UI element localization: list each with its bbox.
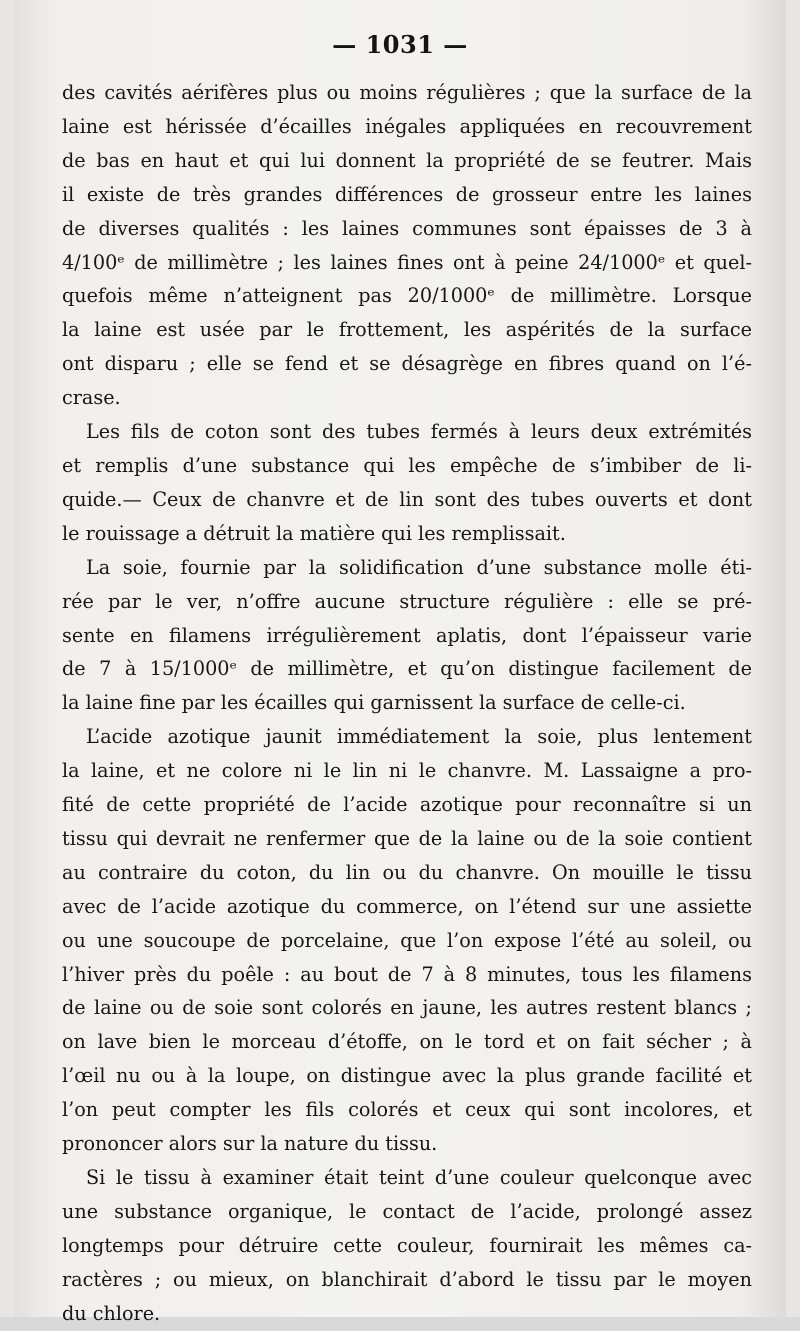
- text-line: de diverses qualités : les laines communes sont épaisses de 3 à: [62, 216, 752, 240]
- paragraph: [62, 76, 752, 415]
- text-line: et remplis d’une substance qui les empêche de s’imbiber de li-: [62, 453, 752, 477]
- text-line: de 7 à 15/1000ᵉ de millimètre, et qu’on distingue facilement de: [62, 657, 752, 681]
- text-line: l’on peut compter les fils colorés et ceux qui sont incolores, et: [62, 1098, 752, 1122]
- text-line: longtemps pour détruire cette couleur, fournirait les mêmes ca-: [62, 1233, 752, 1257]
- text-line: sente en filamens irrégulièrement aplatis, dont l’épaisseur varie: [62, 623, 752, 647]
- text-line: ou une soucoupe de porcelaine, que l’on expose l’été au soleil, ou: [62, 928, 752, 952]
- text-line: ont disparu ; elle se fend et se désagrège en fibres quand on l’é-: [62, 352, 752, 376]
- text-line: de bas en haut et qui lui donnent la propriété de se feutrer. Mais: [62, 148, 752, 172]
- text-line: laine est hérissée d’écailles inégales appliquées en recouvrement: [62, 114, 752, 138]
- text-line: quefois même n’atteignent pas 20/1000ᵉ de millimètre. Lorsque: [62, 284, 752, 308]
- text-line: du chlore.: [62, 1301, 161, 1325]
- text-line: la laine est usée par le frottement, les aspérités de la surface: [62, 318, 752, 342]
- text-line: L’acide azotique jaunit immédiatement la soie, plus lentement: [86, 725, 752, 749]
- paragraph: [62, 415, 752, 551]
- page-number: — 1031 —: [332, 30, 468, 59]
- text-line: quide.— Ceux de chanvre et de lin sont des tubes ouverts et dont: [62, 487, 752, 511]
- text-line: l’hiver près du poêle : au bout de 7 à 8 minutes, tous les filamens: [62, 962, 752, 986]
- text-line: de laine ou de soie sont colorés en jaune, les autres restent blancs ;: [62, 996, 752, 1020]
- text-line: ractères ; ou mieux, on blanchirait d’abord le tissu par le moyen: [62, 1267, 752, 1291]
- text-line: on lave bien le morceau d’étoffe, on le tord et on fait sécher ; à: [62, 1030, 752, 1054]
- book-page: [14, 0, 786, 1325]
- text-line: la laine fine par les écailles qui garnissent la surface de celle-ci.: [62, 691, 686, 715]
- text-line: tissu qui devrait ne renfermer que de la laine ou de la soie contient: [62, 826, 752, 850]
- text-line: le rouissage a détruit la matière qui les remplissait.: [62, 521, 566, 545]
- text-line: Les fils de coton sont des tubes fermés à leurs deux extrémités: [86, 420, 752, 444]
- text-line: 4/100ᵉ de millimètre ; les laines fines ont à peine 24/1000ᵉ et quel-: [62, 250, 752, 274]
- text-line: l’œil nu ou à la loupe, on distingue avec la plus grande facilité et: [62, 1064, 752, 1088]
- text-line: crase.: [62, 386, 121, 410]
- text-line: avec de l’acide azotique du commerce, on l’étend sur une assiette: [62, 894, 752, 918]
- text-line: prononcer alors sur la nature du tissu.: [62, 1132, 438, 1156]
- paragraph: [62, 720, 752, 1161]
- text-line: la laine, et ne colore ni le lin ni le chanvre. M. Lassaigne a pro-: [62, 759, 752, 783]
- body-text: [62, 76, 752, 1331]
- text-line: fité de cette propriété de l’acide azotique pour reconnaître si un: [62, 793, 752, 817]
- text-line: une substance organique, le contact de l’acide, prolongé assez: [62, 1199, 752, 1223]
- paragraph: [62, 1161, 752, 1331]
- text-line: il existe de très grandes différences de grosseur entre les laines: [62, 182, 752, 206]
- paragraph: [62, 551, 752, 721]
- text-line: La soie, fournie par la solidification d’une substance molle éti-: [86, 555, 752, 579]
- text-line: Si le tissu à examiner était teint d’une couleur quelconque avec: [86, 1166, 752, 1189]
- text-line: au contraire du coton, du lin ou du chanvre. On mouille le tissu: [62, 860, 752, 884]
- text-line: des cavités aérifères plus ou moins régulières ; que la surface de la: [62, 81, 752, 104]
- text-line: rée par le ver, n’offre aucune structure régulière : elle se pré-: [62, 589, 752, 613]
